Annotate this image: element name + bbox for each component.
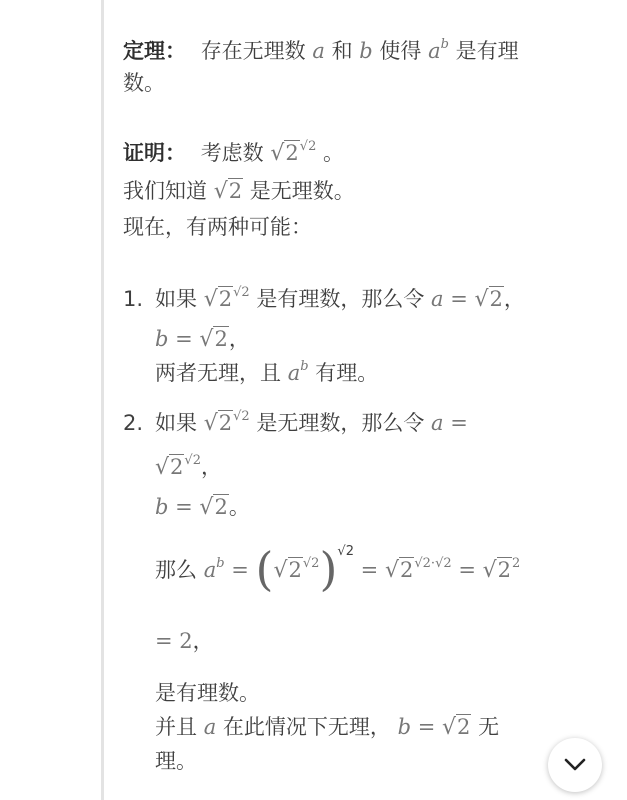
sqrt2-pow-sqrt2: $√2^{√2}$ — [155, 453, 201, 480]
proof-now: 现在，有两种可能： — [123, 215, 312, 239]
item2-wu: 无 — [478, 715, 500, 739]
item1-rational: 有理。 — [315, 361, 379, 385]
item2-b-eq: b = — [155, 495, 193, 519]
item1-both: 两者无理，且 — [155, 361, 281, 385]
item2-end: 。 — [228, 495, 250, 519]
sqrt2: √2 — [199, 327, 228, 352]
var-a-pow-b: $a^b$ — [203, 556, 225, 582]
item1-end: ， — [228, 327, 250, 351]
sqrt2: √2 — [474, 287, 503, 312]
right-paren: ) — [319, 542, 338, 596]
item1-if: 如果 — [155, 287, 197, 311]
equals-two: = 2 — [155, 629, 193, 653]
item2-sep: ， — [200, 455, 222, 479]
proof-line-3 — [123, 212, 312, 242]
list-item-1-line-1 — [123, 284, 525, 318]
list-item-2-rational — [155, 678, 260, 708]
list-item-1-line-3 — [155, 358, 378, 392]
item2-rational: 是有理数。 — [155, 681, 260, 705]
proof-period: 。 — [323, 141, 345, 165]
proof-label: 证明： — [123, 141, 186, 165]
proof-known-tail: 是无理数。 — [249, 179, 355, 203]
var-a: a — [312, 39, 325, 63]
list-item-1-line-2 — [155, 324, 250, 355]
proof-consider: 考虑数 — [200, 141, 264, 165]
outer-exponent: √2 — [337, 544, 354, 559]
item1-b-eq: b = — [155, 327, 193, 351]
item1-a-eq: a = — [431, 287, 468, 311]
theorem-text-2: 和 — [331, 39, 353, 63]
item2-then: 那么 — [155, 558, 197, 582]
proof-line-2 — [123, 176, 355, 207]
sqrt2-pow-sqrt2: $√2^{√2}$ — [273, 556, 320, 583]
item2-irrational: 在此情况下无理， — [222, 715, 391, 739]
theorem-line-1 — [123, 36, 519, 70]
item2-a-eq: a = — [431, 411, 468, 435]
theorem-label: 定理： — [123, 39, 186, 63]
sqrt2-pow-product: $√2^{√2\cdot√2}$ — [384, 556, 452, 583]
theorem-text-4: 是有理 — [455, 39, 519, 63]
left-rail — [101, 0, 104, 800]
theorem-text-1: 存在无理数 — [200, 39, 306, 63]
equals-1: = — [231, 558, 249, 582]
list-item-2-line-2 — [155, 452, 222, 486]
list-number-2: 2. — [123, 411, 144, 435]
item1-cond: 是有理数，那么令 — [256, 287, 425, 311]
var-a-pow-b: $a^b$ — [428, 37, 449, 63]
sqrt2-pow-sqrt2: $√2^{√2}$ — [203, 285, 250, 312]
theorem-text-3: 使得 — [379, 39, 422, 63]
theorem-text-5: 数。 — [123, 71, 165, 95]
list-item-2-equation — [155, 542, 521, 596]
sqrt2: √2 — [442, 715, 471, 740]
list-item-2-result — [155, 626, 214, 656]
proof-known: 我们知道 — [123, 179, 207, 203]
sqrt2-squared: $√2^2$ — [482, 556, 521, 583]
item2-and: 并且 — [155, 715, 197, 739]
item2-li: 理。 — [155, 749, 197, 773]
sqrt2-pow-sqrt2: $√2^{√2}$ — [203, 409, 250, 436]
var-a-pow-b: $a^b$ — [287, 359, 309, 385]
list-item-2-line-1 — [123, 408, 468, 442]
list-item-2-and — [155, 712, 499, 743]
item2-b-eq-2: b = — [397, 715, 436, 739]
scroll-down-button[interactable] — [548, 738, 602, 792]
list-number-1: 1. — [123, 287, 144, 311]
sqrt2: √2 — [213, 179, 243, 204]
sqrt2-pow-sqrt2: $√2^{√2}$ — [270, 139, 317, 166]
equals-2: = — [360, 558, 379, 582]
var-b: b — [359, 39, 373, 63]
chevron-down-icon — [564, 758, 586, 772]
equals-3: = — [458, 558, 476, 582]
proof-line-1 — [123, 138, 344, 172]
var-a: a — [203, 715, 217, 739]
left-paren: ( — [255, 542, 274, 596]
list-item-2-line-3 — [155, 492, 250, 523]
item2-if: 如果 — [155, 411, 197, 435]
item2-cond: 是无理数，那么令 — [256, 411, 425, 435]
item1-sep: ， — [503, 287, 525, 311]
sqrt2: √2 — [199, 495, 228, 520]
theorem-line-2 — [123, 68, 165, 98]
list-item-2-last — [155, 746, 197, 776]
result-comma: ， — [192, 629, 214, 653]
